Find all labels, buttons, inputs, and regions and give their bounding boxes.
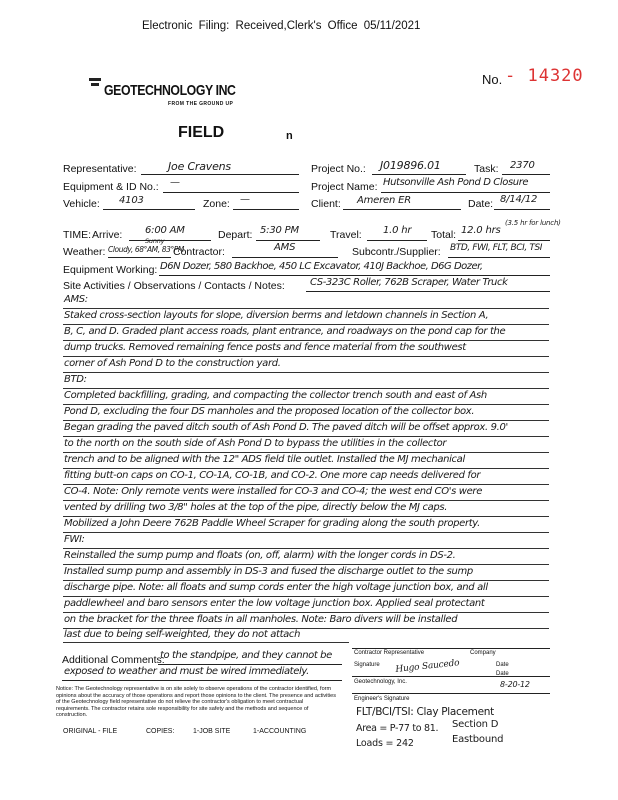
vehicle-label: Vehicle: [63, 198, 100, 210]
note-line: B, C, and D. Graded plant access roads, plant entrance, and roadways on the pond cap for the [64, 326, 506, 337]
handnote-line2a: Area = P-77 to 81. [356, 723, 439, 734]
note-line: BTD: [64, 374, 87, 385]
project-name-label: Project Name: [311, 181, 378, 193]
arrive-value: 6:00 AM [145, 225, 185, 236]
zone-value: — [240, 194, 250, 205]
disclaimer: Notice: The Geotechnology representative is on site solely to observe operations of the contractor identified, form opinions about the accuracy of those operations and report those opinions to the client. The presence and activities of the Geotechnology field representative do not relieve the contractor's obligation to meet contractual requirements. The contractor retains sole responsibility for site safety and the methods and sequence of construction. [56, 686, 336, 719]
additional-comments-line1: to the standpipe, and they cannot be [160, 650, 332, 661]
additional-comments-label: Additional Comments: [62, 654, 165, 666]
date-value: 8/14/12 [500, 194, 538, 205]
note-line: corner of Ash Pond D to the construction yard. [64, 358, 281, 369]
note-line: last due to being self-weighted, they do not attach [64, 629, 301, 640]
project-name-value: Hutsonville Ash Pond D Closure [383, 177, 529, 188]
travel-label: Travel: [330, 229, 362, 241]
total-value: 12.0 hrs [461, 225, 501, 236]
logo-tagline: FROM THE GROUND UP [168, 101, 234, 107]
time-label: TIME: [63, 229, 91, 241]
site-activities-value: CS-323C Roller, 762B Scraper, Water Truck [310, 277, 508, 288]
date-sig-label: Date [496, 662, 509, 668]
equipment-working-label: Equipment Working: [63, 264, 158, 276]
handnote-line1: FLT/BCI/TSI: Clay Placement [356, 706, 494, 718]
equipment-working-value: D6N Dozer, 580 Backhoe, 450 LC Excavator, 410J Backhoe, D6G Dozer, [160, 261, 483, 272]
zone-label: Zone: [203, 198, 230, 210]
title-artifact: n [286, 130, 293, 142]
note-line: Reinstalled the sump pump and floats (on, off, alarm) with the longer cords in DS-2. [64, 550, 456, 561]
note-line: FWI: [64, 534, 85, 545]
handnote-line3b: Eastbound [452, 734, 504, 745]
note-line: vented by drilling two 3/8" holes at the top of the pipe, directly below the MJ caps. [64, 502, 448, 513]
note-line: CO-4. Note: Only remote vents were installed for CO-3 and CO-4; the west end CO's were [64, 486, 482, 497]
representative-value: Joe Cravens [168, 160, 231, 173]
handnote-line3a: Loads = 242 [356, 738, 414, 749]
handnote-line2b: Section D [452, 719, 499, 730]
note-line: discharge pipe. Note: all floats and sump cords enter the high voltage junction box, and all [64, 582, 488, 593]
distribution-job-site: 1-JOB SITE [193, 728, 231, 735]
logo-name: GEOTECHNOLOGY INC [104, 82, 236, 99]
date2-value: 8-20-12 [500, 680, 530, 689]
distribution-original: ORIGINAL - FILE [63, 728, 118, 735]
filing-header: Electronic Filing: Received,Clerk's Office 05/11/2021 [142, 20, 421, 32]
task-label: Task: [474, 163, 499, 175]
distribution-copies: COPIES: [146, 728, 175, 735]
task-value: 2370 [510, 160, 535, 171]
note-line: dump trucks. Removed remaining fence posts and fence material from the southwest [64, 342, 466, 353]
total-label: Total: [431, 229, 457, 241]
note-line: Mobilized a John Deere 762B Paddle Wheel Scraper for grading along the south property. [64, 518, 480, 529]
vehicle-value: 4103 [119, 195, 144, 206]
site-activities-label: Site Activities / Observations / Contacts / Notes: [63, 280, 285, 292]
depart-label: Depart: [218, 229, 253, 241]
engineer-sig-label: Engineer's Signature [354, 696, 410, 702]
geotech-rep-label: Geotechnology, Inc. [354, 679, 407, 685]
equipment-id-label: Equipment & ID No.: [63, 181, 159, 193]
report-number-label: No. [482, 72, 503, 87]
note-line: AMS: [64, 294, 88, 305]
company-label: Company [470, 650, 496, 656]
travel-value: 1.0 hr [383, 225, 412, 236]
weather-extra: Sunny [145, 237, 165, 245]
client-label: Client: [311, 198, 341, 210]
arrive-label: Arrive: [92, 229, 123, 241]
total-note: (3.5 hr for lunch) [505, 219, 561, 227]
weather-value: Cloudy, 68°AM, 83°PM [108, 245, 184, 254]
note-line: Completed backfilling, grading, and compacting the collector trench south and east of Ash [64, 390, 487, 401]
date-label: Date: [468, 198, 494, 210]
subcontr-value: BTD, FWI, FLT, BCI, TSI [450, 243, 543, 253]
date2-label: Date [496, 671, 509, 677]
contractor-label: Contractor: [173, 246, 225, 258]
note-line: fitting butt-on caps on CO-1, CO-1A, CO-1B, and CO-2. One more cap needs delivered for [64, 470, 481, 481]
note-line: Staked cross-section layouts for slope, diversion berms and letdown channels in Section A, [64, 310, 489, 321]
note-line: on the bracket for the three floats in all manholes. Note: Baro divers will be installed [64, 614, 458, 625]
note-line: Pond D, excluding the four DS manholes and the proposed location of the collector box. [64, 406, 475, 417]
note-line: paddlewheel and baro sensors enter the low voltage junction box. Applied seal protectant [64, 598, 485, 609]
form-title: FIELD [178, 124, 225, 141]
note-line: to the north on the south side of Ash Pond D to bypass the utilities in the collector [64, 438, 447, 449]
company-logo [88, 76, 263, 112]
engineer-signature: Hugo Saucedo [395, 658, 460, 675]
client-value: Ameren ER [357, 195, 411, 206]
representative-label: Representative: [63, 163, 137, 175]
contractor-value: AMS [274, 242, 296, 253]
signature-label: Signature [354, 662, 380, 668]
note-line: trench and to be aligned with the 12" ADS field tile outlet. Installed the MJ mechanical [64, 454, 465, 465]
equipment-id-value: — [170, 177, 180, 188]
distribution-accounting: 1-ACCOUNTING [253, 728, 307, 735]
report-number: - 14320 [505, 66, 584, 86]
additional-comments-line2: exposed to weather and must be wired immediately. [64, 666, 309, 677]
note-line: Installed sump pump and assembly in DS-3 and fused the discharge outlet to the sump [64, 566, 473, 577]
weather-label: Weather: [63, 246, 106, 258]
contractor-rep-label: Contractor Representative [354, 650, 425, 656]
logo-mark-icon [88, 76, 102, 90]
note-line: Began grading the paved ditch south of Ash Pond D. The paved ditch will be offset approx. 9.0' [64, 422, 508, 433]
subcontr-label: Subcontr./Supplier: [352, 246, 441, 258]
project-no-value: J019896.01 [380, 159, 441, 172]
project-no-label: Project No.: [311, 163, 366, 175]
depart-value: 5:30 PM [260, 225, 299, 236]
